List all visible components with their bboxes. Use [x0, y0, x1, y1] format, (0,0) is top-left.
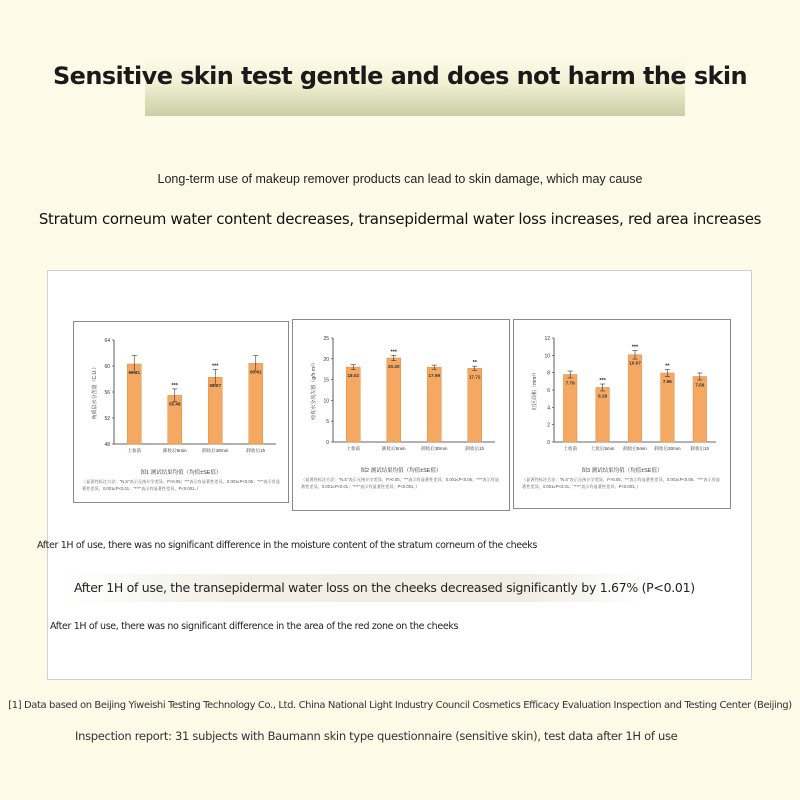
bar-value-label: 18.02 [347, 373, 359, 379]
bar-value-label: 17.99 [428, 373, 440, 379]
bar-value-label: 20.20 [388, 363, 400, 369]
x-tick-label: 卸妆后1h [690, 446, 710, 451]
bar-value-label: 7.79 [565, 380, 575, 386]
bar-value-label: 58.27 [209, 383, 221, 389]
y-tick-label: 12 [544, 336, 550, 342]
bar-value-label: 7.56 [695, 382, 705, 388]
x-tick-label: 卸妆后5min [623, 446, 647, 451]
significance-label: *** [599, 378, 606, 385]
x-tick-label: 上妆后5min [590, 446, 615, 451]
bar-value-label: 10.07 [629, 360, 641, 366]
x-tick-label: 卸妆后5min [381, 446, 406, 451]
y-tick-label: 2 [547, 422, 550, 429]
x-tick-label: 上妆前 [346, 446, 361, 451]
chart-moisture [73, 321, 289, 503]
bar [387, 358, 401, 442]
significance-label: ** [665, 363, 670, 370]
chart-red-area-note: （显著性标注方法：“N.S”表示无统计学差异，P>0.05；“*”表示有显著性差异，0.001≤P<0.05；“**”表示有显著性差异，0.001≤P<0.01；“***”表示有显著性差异，P<0.001。） [522, 477, 720, 489]
y-tick-label: 20 [323, 356, 329, 363]
finding-tewl: After 1H of use, the transepidermal water loss on the cheeks decreased significantly by 1.67% (P<0.01) [60, 574, 644, 602]
x-tick-label: 卸妆后30min [654, 446, 681, 451]
y-tick-label: 48 [104, 442, 110, 448]
chart-tewl [292, 319, 510, 511]
bar-value-label: 17.72 [469, 374, 481, 380]
bar-value-label: 60.31 [128, 369, 140, 375]
y-axis-label: 经皮水分流失值（g/h·m²） [311, 360, 317, 420]
bar [249, 363, 263, 444]
page-title: Sensitive skin test gentle and does not harm the skin [52, 62, 748, 90]
bar [346, 367, 360, 442]
bar [468, 368, 482, 442]
chart-red-area-title: 图3 测试结果均值（均值±SE值） [581, 468, 663, 474]
x-tick-label: 卸妆后30min [202, 448, 229, 453]
finding-red-area: After 1H of use, there was no significant difference in the area of the red zone on the cheeks [50, 621, 459, 632]
chart-tewl-plot [293, 320, 509, 465]
bar-value-label: 60.41 [250, 369, 262, 375]
source-footnote: [1] Data based on Beijing Yiweishi Testing Technology Co., Ltd. China National Light Industry Council Cosmetics Efficacy Evaluation Inspection and Testing Center (Beijing) [8, 700, 792, 711]
significance-label: ** [472, 360, 477, 367]
finding-moisture: After 1H of use, there was no significant difference in the moisture content of the stratum corneum of the cheeks [37, 540, 537, 551]
y-tick-label: 5 [326, 419, 329, 426]
y-tick-label: 10 [323, 398, 329, 405]
bar-value-label: 55.48 [169, 401, 181, 407]
x-tick-label: 上妆前 [563, 446, 578, 451]
y-tick-label: 0 [326, 440, 329, 446]
bar-value-label: 6.29 [598, 393, 608, 399]
y-tick-label: 25 [323, 336, 329, 342]
y-tick-label: 60 [104, 364, 110, 370]
y-tick-label: 10 [544, 353, 550, 360]
bar [427, 367, 441, 442]
bar [127, 364, 141, 444]
intro-line: Long-term use of makeup remover products can lead to skin damage, which may cause [157, 172, 643, 186]
y-tick-label: 8 [547, 370, 550, 377]
x-tick-label: 卸妆后1h [246, 448, 266, 453]
y-tick-label: 15 [323, 377, 329, 384]
y-tick-label: 56 [104, 390, 110, 396]
bar-value-label: 7.96 [662, 379, 672, 385]
y-axis-label: 角质层水分含量（C.U.） [92, 364, 98, 420]
chart-tewl-title: 图2 测试结果均值（均值±SE值） [360, 468, 442, 474]
results-panel [47, 270, 752, 680]
inspection-report: Inspection report: 31 subjects with Baumann skin type questionnaire (sensitive skin), test data after 1H of use [75, 729, 678, 743]
y-tick-label: 64 [104, 338, 110, 344]
x-tick-label: 卸妆后5min [162, 448, 187, 453]
y-axis-label: 红区面积（mm²） [532, 370, 538, 410]
bar [628, 355, 642, 442]
y-tick-label: 4 [547, 405, 550, 412]
chart-red-area-plot [514, 320, 730, 465]
x-tick-label: 卸妆后30min [421, 446, 448, 451]
y-tick-label: 0 [547, 440, 550, 446]
significance-label: *** [390, 349, 397, 356]
significance-label: *** [212, 363, 219, 370]
intro-effects-line: Stratum corneum water content decreases, transepidermal water loss increases, red area increases [38, 210, 762, 228]
significance-label: *** [171, 382, 178, 389]
chart-tewl-note: （显著性标注方法：“N.S”表示无统计学差异，P>0.05；“*”表示有显著性差异，0.001≤P<0.05；“**”表示有显著性差异，0.001≤P<0.01；“***”表示有显著性差异，P<0.001。） [301, 477, 499, 489]
x-tick-label: 上妆前 [127, 448, 142, 453]
significance-label: *** [631, 344, 639, 351]
x-tick-label: 卸妆后1h [465, 446, 485, 451]
chart-moisture-title: 图1 测试结果均值（均值±SE值） [140, 470, 222, 476]
chart-moisture-plot [74, 322, 288, 467]
chart-moisture-note: （显著性标注方法：“N.S”表示无统计学差异，P>0.05；“*”表示有显著性差异，0.001≤P<0.05；“**”表示有显著性差异，0.001≤P<0.01；“***”表示有显著性差异，P<0.001。） [82, 479, 280, 491]
y-tick-label: 52 [104, 416, 110, 422]
chart-red-area [513, 319, 731, 509]
y-tick-label: 6 [547, 388, 550, 394]
